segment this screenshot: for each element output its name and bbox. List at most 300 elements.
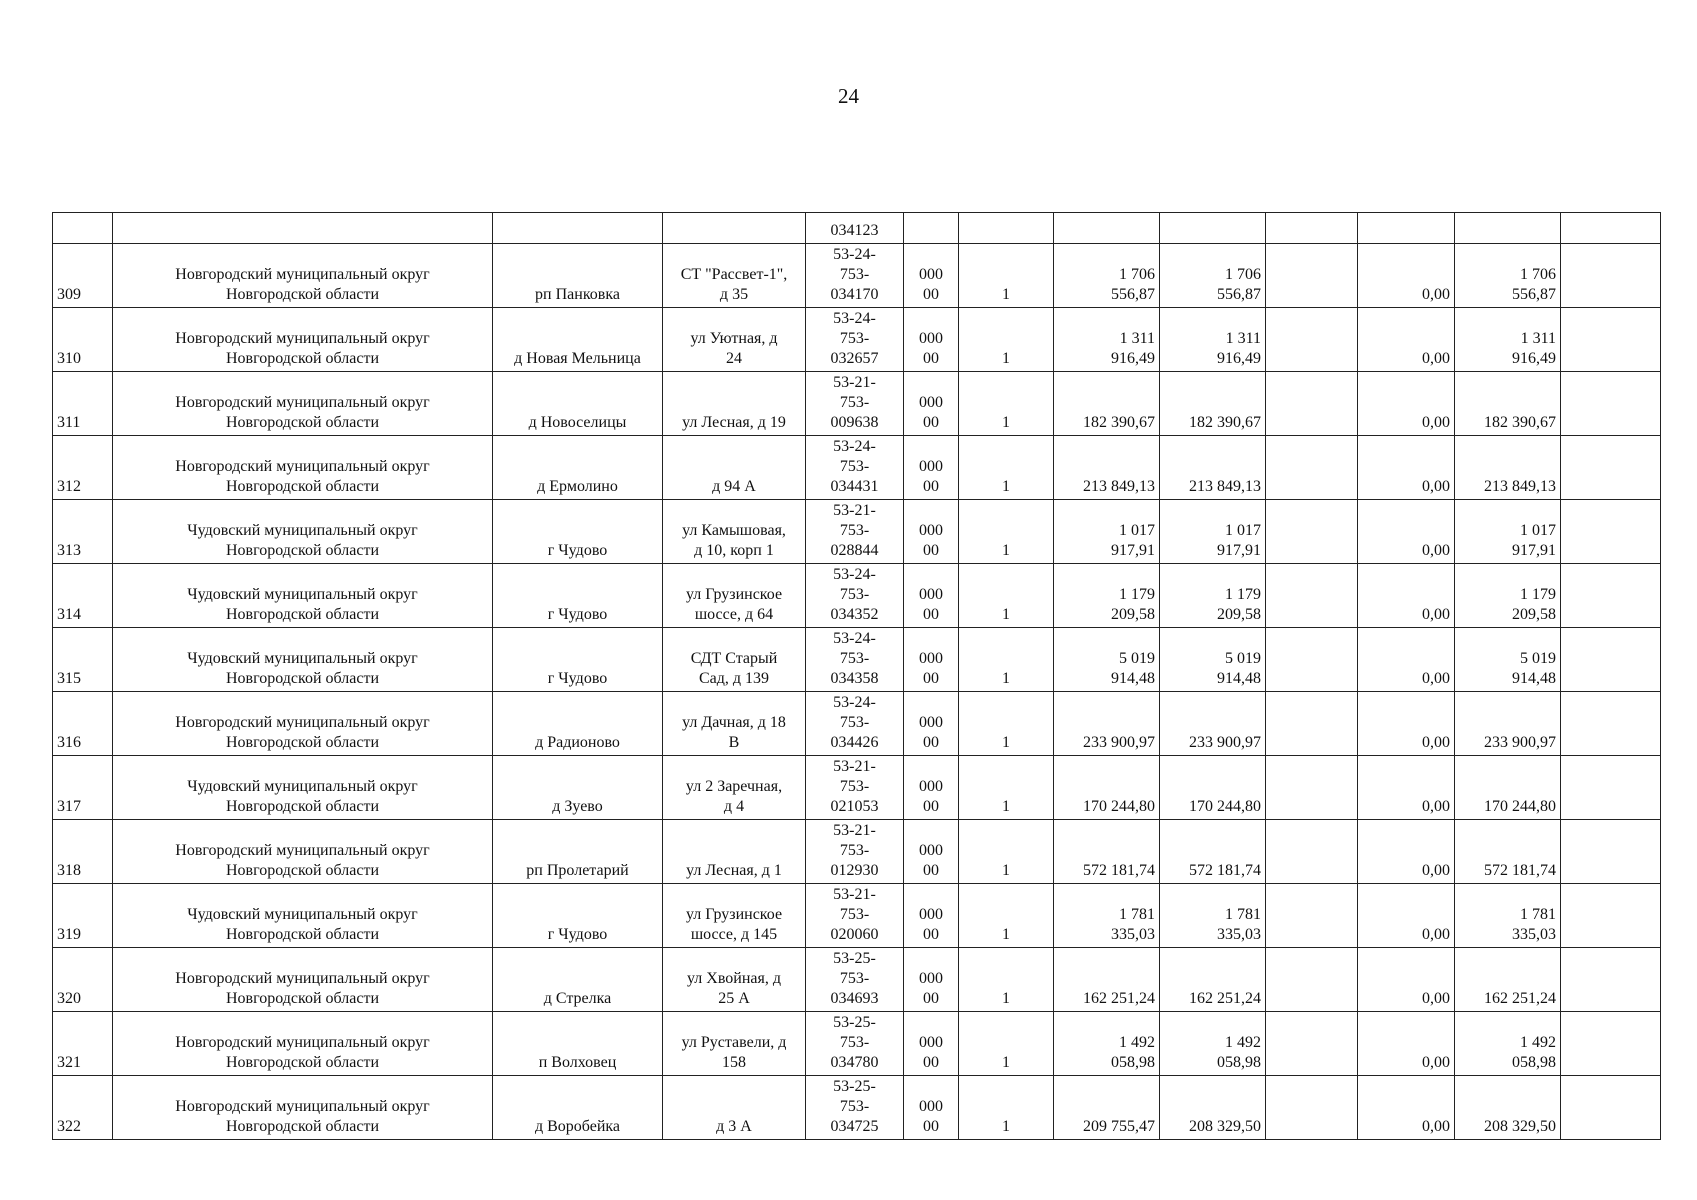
amount-e-text: 0,00 <box>1422 606 1450 623</box>
amount-b-line-1 <box>1164 713 1261 733</box>
row-number: 314 <box>57 606 81 623</box>
code-line-1: 53-21- <box>833 758 876 775</box>
amount-b-line-2: 170 244,80 <box>1189 798 1261 815</box>
municipality-line-2: Новгородской области <box>225 1054 380 1071</box>
amount-f-line-2: 335,03 <box>1512 926 1556 943</box>
amount-a-line-1 <box>1058 841 1155 861</box>
cell-num <box>53 628 113 692</box>
cell-amount-e <box>1358 692 1455 756</box>
address-line-2: ул Лесная, д 19 <box>682 414 786 431</box>
cell-cadastral-code <box>806 308 904 372</box>
cell-locality <box>493 564 663 628</box>
code-line-3: 034693 <box>830 990 879 1007</box>
class-line-1: 000 <box>919 970 943 987</box>
cell-locality <box>493 244 663 308</box>
table-row <box>53 564 1661 628</box>
cell-municipality <box>113 692 493 756</box>
address-line-1 <box>667 457 801 477</box>
cell-amount-c <box>1266 692 1358 756</box>
amount-f-line-2: 162 251,24 <box>1484 990 1556 1007</box>
cell-num <box>53 756 113 820</box>
cell-address <box>663 564 806 628</box>
row-number: 315 <box>57 670 81 687</box>
cell-amount-b <box>1160 213 1266 244</box>
amount-a-line-2: 162 251,24 <box>1083 990 1155 1007</box>
amount-b-line-2: 162 251,24 <box>1189 990 1261 1007</box>
cell-locality <box>493 436 663 500</box>
cell-num <box>53 436 113 500</box>
cell-num <box>53 948 113 1012</box>
cell-class <box>904 500 959 564</box>
class-line-1: 000 <box>919 266 943 283</box>
amount-b-line-1 <box>1164 777 1261 797</box>
quantity-text: 1 <box>1002 542 1010 559</box>
cell-amount-c <box>1266 500 1358 564</box>
row-number: 313 <box>57 542 81 559</box>
locality-text: г Чудово <box>547 542 608 559</box>
cell-num <box>53 372 113 436</box>
municipality-line-1: Новгородский муниципальный округ <box>175 330 430 347</box>
row-number: 318 <box>57 862 81 879</box>
amount-b-line-2: 917,91 <box>1217 542 1261 559</box>
amount-b-line-1: 5 019 <box>1225 650 1261 667</box>
cell-amount-a <box>1054 244 1160 308</box>
class-line-2: 00 <box>923 542 939 559</box>
table-row <box>53 308 1661 372</box>
cell-num <box>53 1076 113 1140</box>
cell-quantity <box>959 244 1054 308</box>
row-number: 322 <box>57 1118 81 1135</box>
cell-amount-g <box>1561 564 1661 628</box>
municipality-line-1: Новгородский муниципальный округ <box>175 1034 430 1051</box>
cell-amount-a <box>1054 308 1160 372</box>
cell-locality <box>493 213 663 244</box>
address-line-2: д 35 <box>719 286 749 303</box>
amount-e-text: 0,00 <box>1422 670 1450 687</box>
address-line-2: шоссе, д 145 <box>690 926 778 943</box>
cell-address <box>663 692 806 756</box>
class-line-1: 000 <box>919 522 943 539</box>
locality-text: д Зуево <box>552 798 603 815</box>
cell-locality <box>493 628 663 692</box>
quantity-text: 1 <box>1002 734 1010 751</box>
amount-b-line-2: 233 900,97 <box>1189 734 1261 751</box>
cell-class <box>904 820 959 884</box>
locality-text: д Стрелка <box>543 990 612 1007</box>
cell-class <box>904 436 959 500</box>
code-line-2: 753- <box>839 458 870 475</box>
amount-f-line-1: 1 017 <box>1520 522 1556 539</box>
cell-amount-g <box>1561 372 1661 436</box>
cell-amount-g <box>1561 756 1661 820</box>
cell-locality <box>493 692 663 756</box>
cell-address <box>663 1012 806 1076</box>
amount-a-line-2: 556,87 <box>1111 286 1155 303</box>
amount-e-text: 0,00 <box>1422 734 1450 751</box>
cell-address <box>663 308 806 372</box>
cell-quantity <box>959 213 1054 244</box>
address-line-1 <box>667 1097 801 1117</box>
code-line-2: 753- <box>839 266 870 283</box>
row-number: 312 <box>57 478 81 495</box>
cell-municipality <box>113 820 493 884</box>
table-row <box>53 692 1661 756</box>
code-line-1: 53-25- <box>833 950 876 967</box>
class-line-2: 00 <box>923 734 939 751</box>
cell-locality <box>493 948 663 1012</box>
code-line-3: 034170 <box>830 286 879 303</box>
address-line-1: ул 2 Заречная, <box>685 778 783 795</box>
code-line-2: 753- <box>839 522 870 539</box>
amount-a-line-1 <box>1058 777 1155 797</box>
code-line-2: 753- <box>839 906 870 923</box>
code-line-2: 753- <box>839 842 870 859</box>
address-line-2: В <box>728 734 740 751</box>
quantity-text: 1 <box>1002 670 1010 687</box>
amount-a-line-2: 916,49 <box>1111 350 1155 367</box>
address-line-1: ул Руставели, д <box>681 1034 787 1051</box>
cell-quantity <box>959 1076 1054 1140</box>
locality-text: д Радионово <box>535 734 620 751</box>
cell-amount-g <box>1561 884 1661 948</box>
code-line-3: 012930 <box>830 862 879 879</box>
cell-amount-b <box>1160 436 1266 500</box>
amount-b-line-1: 1 017 <box>1225 522 1261 539</box>
address-line-2: Сад, д 139 <box>698 670 770 687</box>
cell-amount-c <box>1266 244 1358 308</box>
cell-class <box>904 308 959 372</box>
amount-f-line-1: 1 311 <box>1520 330 1556 347</box>
locality-text: д Новоселицы <box>528 414 627 431</box>
cell-amount-b <box>1160 628 1266 692</box>
code-line-1: 53-21- <box>833 502 876 519</box>
municipality-line-2: Новгородской области <box>225 414 380 431</box>
cell-municipality <box>113 500 493 564</box>
table-row-continuation <box>53 213 1661 244</box>
cell-amount-f <box>1455 692 1561 756</box>
table-row <box>53 1076 1661 1140</box>
address-line-1: ул Уютная, д <box>690 330 778 347</box>
amount-f-line-2: 213 849,13 <box>1484 478 1556 495</box>
municipality-line-1: Новгородский муниципальный округ <box>175 1098 430 1115</box>
code-line-1: 53-25- <box>833 1078 876 1095</box>
class-line-2: 00 <box>923 670 939 687</box>
cell-cadastral-code <box>806 884 904 948</box>
amount-b-line-2: 914,48 <box>1217 670 1261 687</box>
cell-amount-c <box>1266 628 1358 692</box>
amount-a-line-1 <box>1058 969 1155 989</box>
cell-amount-b <box>1160 1076 1266 1140</box>
code-line-3: 032657 <box>830 350 879 367</box>
cell-amount-a <box>1054 436 1160 500</box>
municipality-line-1: Новгородский муниципальный округ <box>175 266 430 283</box>
cell-municipality <box>113 308 493 372</box>
municipality-line-2: Новгородской области <box>225 990 380 1007</box>
amount-b-line-2: 556,87 <box>1217 286 1261 303</box>
cell-quantity <box>959 756 1054 820</box>
code-line-1: 53-21- <box>833 374 876 391</box>
cell-amount-b <box>1160 692 1266 756</box>
amount-e-text: 0,00 <box>1422 478 1450 495</box>
cell-amount-c <box>1266 884 1358 948</box>
cell-amount-f <box>1455 308 1561 372</box>
code-line-3: 020060 <box>830 926 879 943</box>
cell-cadastral-code <box>806 244 904 308</box>
quantity-text: 1 <box>1002 1054 1010 1071</box>
cell-class <box>904 884 959 948</box>
amount-a-line-1: 1 017 <box>1119 522 1155 539</box>
cell-amount-f <box>1455 820 1561 884</box>
cell-amount-f <box>1455 1012 1561 1076</box>
cell-amount-a <box>1054 1076 1160 1140</box>
cell-quantity <box>959 820 1054 884</box>
amount-a-line-1: 1 179 <box>1119 586 1155 603</box>
amount-a-line-1: 1 492 <box>1119 1034 1155 1051</box>
cell-amount-e <box>1358 756 1455 820</box>
locality-text: г Чудово <box>547 606 608 623</box>
class-line-2: 00 <box>923 286 939 303</box>
cell-amount-e <box>1358 1012 1455 1076</box>
cell-municipality <box>113 372 493 436</box>
locality-text: рп Панковка <box>535 286 620 303</box>
amount-e-text: 0,00 <box>1422 926 1450 943</box>
address-line-2: д 10, корп 1 <box>694 542 774 559</box>
cell-address <box>663 884 806 948</box>
amount-f-line-2: 208 329,50 <box>1484 1118 1556 1135</box>
amount-f-line-1 <box>1459 457 1556 477</box>
cell-municipality <box>113 628 493 692</box>
address-line-1: ул Хвойная, д <box>686 970 781 987</box>
cell-locality <box>493 308 663 372</box>
amount-f-line-1: 1 179 <box>1520 586 1556 603</box>
address-line-1 <box>667 841 801 861</box>
amount-b-line-1: 1 492 <box>1225 1034 1261 1051</box>
cell-amount-f <box>1455 1076 1561 1140</box>
class-line-1: 000 <box>919 586 943 603</box>
cell-amount-c <box>1266 213 1358 244</box>
cell-quantity <box>959 564 1054 628</box>
address-line-2: д 3 А <box>716 1118 752 1135</box>
amount-f-line-2: 916,49 <box>1512 350 1556 367</box>
cell-quantity <box>959 884 1054 948</box>
cell-amount-f <box>1455 756 1561 820</box>
cell-quantity <box>959 436 1054 500</box>
amount-a-line-1: 1 311 <box>1119 330 1155 347</box>
code-line-2: 753- <box>839 1098 870 1115</box>
locality-text: д Новая Мельница <box>514 350 641 367</box>
cell-num <box>53 564 113 628</box>
cell-amount-a <box>1054 692 1160 756</box>
cell-num <box>53 1012 113 1076</box>
row-number: 316 <box>57 734 81 751</box>
amount-a-line-1: 1 706 <box>1119 266 1155 283</box>
cell-amount-e <box>1358 500 1455 564</box>
cell-address <box>663 628 806 692</box>
municipality-line-2: Новгородской области <box>225 350 380 367</box>
class-line-2: 00 <box>923 606 939 623</box>
class-line-1: 000 <box>919 458 943 475</box>
address-line-2: д 94 А <box>712 478 756 495</box>
class-line-2: 00 <box>923 990 939 1007</box>
cell-class <box>904 244 959 308</box>
amount-f-line-2: 209,58 <box>1512 606 1556 623</box>
code-line-3: 034431 <box>830 478 879 495</box>
code-line-2: 753- <box>839 394 870 411</box>
cell-municipality <box>113 884 493 948</box>
amount-b-line-2: 335,03 <box>1217 926 1261 943</box>
table-row <box>53 244 1661 308</box>
cell-amount-c <box>1266 820 1358 884</box>
amount-b-line-1: 1 706 <box>1225 266 1261 283</box>
class-line-1: 000 <box>919 842 943 859</box>
quantity-text: 1 <box>1002 1118 1010 1135</box>
cell-locality <box>493 1076 663 1140</box>
registry-body <box>53 213 1661 1140</box>
cell-amount-b <box>1160 308 1266 372</box>
class-line-2: 00 <box>923 798 939 815</box>
municipality-line-1: Чудовский муниципальный округ <box>187 586 418 603</box>
cell-amount-g <box>1561 308 1661 372</box>
amount-b-line-2: 572 181,74 <box>1189 862 1261 879</box>
address-line-1: ул Камышовая, <box>682 522 786 539</box>
cell-amount-g <box>1561 500 1661 564</box>
municipality-line-2: Новгородской области <box>225 542 380 559</box>
locality-text: г Чудово <box>547 926 608 943</box>
amount-a-line-1 <box>1058 393 1155 413</box>
amount-a-line-2: 209,58 <box>1111 606 1155 623</box>
amount-a-line-2: 182 390,67 <box>1083 414 1155 431</box>
amount-f-line-1 <box>1459 393 1556 413</box>
cell-class <box>904 948 959 1012</box>
code-line-1: 53-24- <box>833 438 876 455</box>
cell-amount-e <box>1358 628 1455 692</box>
cell-cadastral-code <box>806 1076 904 1140</box>
code-line-1: 53-24- <box>833 566 876 583</box>
cell-address <box>663 1076 806 1140</box>
cell-cadastral-code <box>806 564 904 628</box>
cell-amount-e <box>1358 244 1455 308</box>
locality-text: д Воробейка <box>534 1118 621 1135</box>
code-line-1: 53-21- <box>833 886 876 903</box>
cell-amount-a <box>1054 628 1160 692</box>
cell-class <box>904 628 959 692</box>
cell-locality <box>493 1012 663 1076</box>
cell-cadastral-code: 034123 <box>806 213 904 244</box>
cell-address <box>663 213 806 244</box>
cell-cadastral-code <box>806 1012 904 1076</box>
quantity-text: 1 <box>1002 414 1010 431</box>
amount-f-line-1: 1 492 <box>1520 1034 1556 1051</box>
municipality-line-2: Новгородской области <box>225 798 380 815</box>
table-row <box>53 948 1661 1012</box>
amount-a-line-2: 170 244,80 <box>1083 798 1155 815</box>
row-number: 320 <box>57 990 81 1007</box>
amount-e-text: 0,00 <box>1422 990 1450 1007</box>
cell-amount-c <box>1266 1076 1358 1140</box>
row-number: 319 <box>57 926 81 943</box>
cell-amount-e <box>1455 213 1561 244</box>
cell-municipality <box>113 213 493 244</box>
cell-amount-a <box>1054 820 1160 884</box>
cell-cadastral-code <box>806 436 904 500</box>
table-row <box>53 884 1661 948</box>
class-line-1: 000 <box>919 714 943 731</box>
cell-municipality <box>113 1012 493 1076</box>
class-line-2: 00 <box>923 862 939 879</box>
cell-class <box>904 692 959 756</box>
cell-cadastral-code <box>806 820 904 884</box>
cell-amount-c <box>1266 1012 1358 1076</box>
municipality-line-2: Новгородской области <box>225 926 380 943</box>
cell-locality <box>493 884 663 948</box>
cell-locality <box>493 372 663 436</box>
cell-amount-c <box>1266 756 1358 820</box>
cell-cadastral-code <box>806 692 904 756</box>
amount-e-text: 0,00 <box>1422 862 1450 879</box>
cell-amount-f <box>1455 372 1561 436</box>
row-number: 321 <box>57 1054 81 1071</box>
cell-amount-e <box>1358 820 1455 884</box>
row-number: 311 <box>57 414 81 431</box>
cell-num <box>53 308 113 372</box>
cell-amount-f <box>1455 628 1561 692</box>
amount-b-line-1 <box>1164 1097 1261 1117</box>
amount-e-text: 0,00 <box>1422 350 1450 367</box>
table-row <box>53 436 1661 500</box>
amount-e-text: 0,00 <box>1422 1118 1450 1135</box>
cell-address <box>663 244 806 308</box>
cell-amount-a <box>1054 756 1160 820</box>
address-line-1: ул Грузинское <box>685 586 783 603</box>
locality-text: п Волховец <box>538 1054 617 1071</box>
municipality-line-1: Чудовский муниципальный округ <box>187 906 418 923</box>
cell-amount-g <box>1561 820 1661 884</box>
amount-e-text: 0,00 <box>1422 414 1450 431</box>
class-line-1: 000 <box>919 906 943 923</box>
amount-a-line-1 <box>1058 457 1155 477</box>
cell-amount-a <box>1054 1012 1160 1076</box>
amount-a-line-2: 233 900,97 <box>1083 734 1155 751</box>
cell-amount-g <box>1561 692 1661 756</box>
cell-quantity <box>959 692 1054 756</box>
cell-amount-d <box>1358 213 1455 244</box>
cell-cadastral-code <box>806 628 904 692</box>
cell-amount-f <box>1455 244 1561 308</box>
cell-class <box>904 564 959 628</box>
code-line-2: 753- <box>839 714 870 731</box>
quantity-text: 1 <box>1002 990 1010 1007</box>
amount-f-line-1: 1 706 <box>1520 266 1556 283</box>
quantity-text: 1 <box>1002 798 1010 815</box>
amount-a-line-2: 209 755,47 <box>1083 1118 1155 1135</box>
cell-amount-g <box>1561 628 1661 692</box>
locality-text: г Чудово <box>547 670 608 687</box>
cell-amount-b <box>1160 564 1266 628</box>
cell-class <box>904 1012 959 1076</box>
cell-quantity <box>959 1012 1054 1076</box>
cell-municipality <box>113 436 493 500</box>
cell-address <box>663 820 806 884</box>
cell-amount-e <box>1358 436 1455 500</box>
amount-e-text: 0,00 <box>1422 798 1450 815</box>
cell-amount-a <box>1054 500 1160 564</box>
row-number: 317 <box>57 798 81 815</box>
amount-b-line-1: 1 311 <box>1225 330 1261 347</box>
quantity-text: 1 <box>1002 478 1010 495</box>
class-line-2: 00 <box>923 478 939 495</box>
amount-f-line-1 <box>1459 1097 1556 1117</box>
cell-municipality <box>113 948 493 1012</box>
